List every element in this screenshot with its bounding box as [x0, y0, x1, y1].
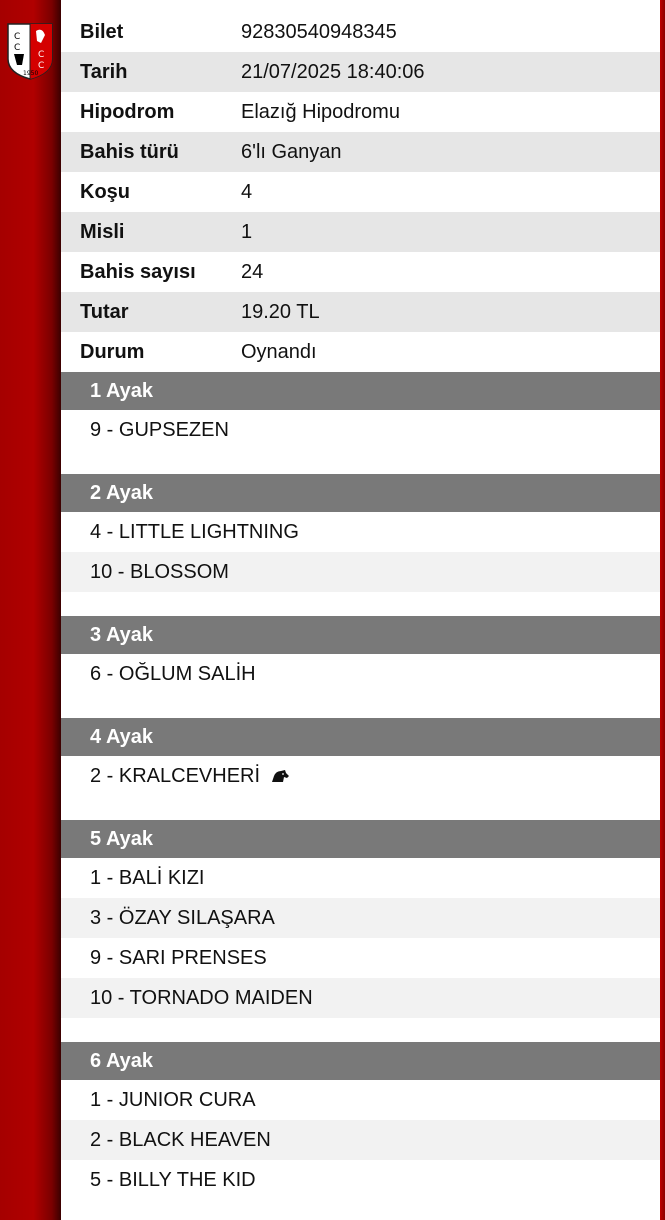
horse-row: 4 - LITTLE LIGHTNING — [90, 520, 299, 543]
horse-row: 1 - BALİ KIZI — [90, 866, 205, 889]
info-value: 92830540948345 — [241, 20, 397, 43]
info-value: Oynandı — [241, 340, 317, 363]
info-row-durum — [61, 332, 660, 372]
info-value: Elazığ Hipodromu — [241, 100, 400, 123]
info-row-tarih — [61, 52, 660, 92]
leg-header: 6 Ayak — [61, 1042, 660, 1080]
ticket-details — [61, 12, 660, 1200]
svg-text:C: C — [38, 50, 45, 60]
horse-row: 3 - ÖZAY SILAŞARA — [61, 898, 660, 938]
horse-head-icon — [270, 769, 290, 783]
logo-year: 1950 — [23, 70, 39, 77]
horse-name: 2 - KRALCEVHERİ — [90, 764, 261, 787]
leg-header: 2 Ayak — [61, 474, 660, 512]
svg-text:C: C — [14, 43, 21, 53]
club-shield-logo-icon — [5, 21, 55, 81]
info-label: Hipodrom — [80, 100, 175, 123]
info-value: 1 — [241, 220, 253, 243]
horse-row: 1 - JUNIOR CURA — [90, 1088, 256, 1111]
horse-row — [61, 756, 660, 796]
horse-row: 5 - BILLY THE KID — [90, 1168, 256, 1191]
info-row-misli — [61, 212, 660, 252]
info-value: 4 — [241, 180, 253, 203]
leg-header: 3 Ayak — [61, 616, 660, 654]
info-row-tutar — [61, 292, 660, 332]
left-brand-bar — [0, 0, 61, 1220]
info-label: Tarih — [80, 60, 128, 83]
info-value: 6'lı Ganyan — [241, 140, 342, 163]
leg-header: 1 Ayak — [61, 372, 660, 410]
horse-row: 2 - BLACK HEAVEN — [61, 1120, 660, 1160]
horse-row: 10 - TORNADO MAIDEN — [61, 978, 660, 1018]
info-value: 21/07/2025 18:40:06 — [241, 60, 425, 83]
info-value: 19.20 TL — [241, 300, 320, 323]
horse-row: 9 - GUPSEZEN — [90, 418, 229, 441]
info-value: 24 — [241, 260, 264, 283]
info-label: Bahis sayısı — [80, 260, 196, 283]
info-label: Misli — [80, 220, 125, 243]
info-row-bahis-sayisi — [61, 252, 660, 292]
info-row-bahis-turu — [61, 132, 660, 172]
info-row-bilet — [61, 12, 660, 52]
horse-row: 9 - SARI PRENSES — [90, 946, 267, 969]
leg-header: 4 Ayak — [61, 718, 660, 756]
horse-row: 6 - OĞLUM SALİH — [90, 662, 256, 685]
leg-header: 5 Ayak — [61, 820, 660, 858]
horse-row: 10 - BLOSSOM — [61, 552, 660, 592]
info-label: Koşu — [80, 180, 130, 203]
info-label: Bilet — [80, 20, 124, 43]
right-brand-bar — [660, 0, 665, 1220]
svg-text:C: C — [14, 32, 21, 42]
info-label: Bahis türü — [80, 140, 179, 163]
info-row-hipodrom — [61, 92, 660, 132]
info-row-kosu — [61, 172, 660, 212]
svg-text:C: C — [38, 61, 45, 71]
info-label: Tutar — [80, 300, 129, 323]
info-label: Durum — [80, 340, 145, 363]
